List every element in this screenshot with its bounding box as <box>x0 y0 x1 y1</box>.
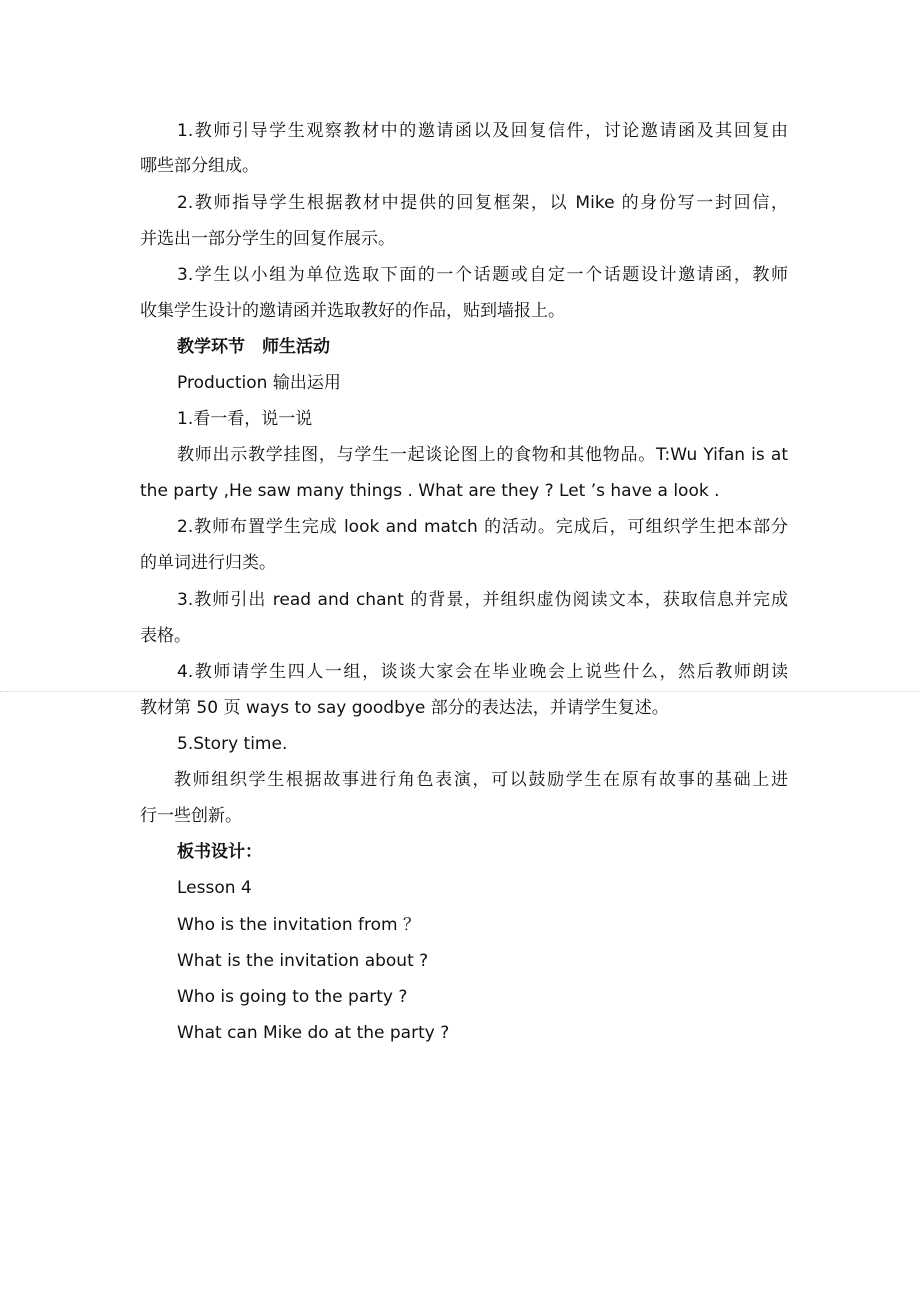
paragraph-5-line-2: 的单词进行归类。 <box>140 553 276 573</box>
paragraph-8-line-1: 教师组织学生根据故事进行角色表演，可以鼓励学生在原有故事的基础上进 <box>174 770 788 790</box>
board-question-3: Who is going to the party ? <box>177 987 408 1007</box>
board-question-2: What is the invitation about ? <box>177 951 429 971</box>
production-label: Production 输出运用 <box>177 373 341 393</box>
item-5-title: 5.Story time. <box>177 734 288 754</box>
paragraph-5-line-1: 2.教师布置学生完成 look and match 的活动。完成后，可组织学生把本部分 <box>177 517 788 537</box>
board-question-1: Who is the invitation from ？ <box>177 915 420 935</box>
item-1-title: 1.看一看，说一说 <box>177 409 313 429</box>
paragraph-7-line-2: 教材第 50 页 ways to say goodbye 部分的表达法，并请学生复述。 <box>140 698 669 718</box>
paragraph-3-line-1: 3.学生以小组为单位选取下面的一个话题或自定一个话题设计邀请函，教师 <box>177 265 788 285</box>
paragraph-4-line-2: the party ,He saw many things . What are they ? Let ’s have a look . <box>140 481 720 501</box>
board-lesson: Lesson 4 <box>177 878 252 898</box>
board-question-4: What can Mike do at the party ? <box>177 1023 450 1043</box>
paragraph-6-line-1: 3.教师引出 read and chant 的背景，并组织虚伪阅读文本，获取信息并完成 <box>177 590 788 610</box>
paragraph-7-line-1: 4.教师请学生四人一组，谈谈大家会在毕业晚会上说些什么，然后教师朗读 <box>177 662 788 682</box>
paragraph-1-line-1: 1.教师引导学生观察教材中的邀请函以及回复信件，讨论邀请函及其回复由 <box>177 121 788 141</box>
page-break-divider <box>0 691 920 692</box>
section-heading: 教学环节 师生活动 <box>177 337 330 357</box>
paragraph-2-line-1: 2.教师指导学生根据教材中提供的回复框架，以 Mike 的身份写一封回信， <box>177 193 788 213</box>
paragraph-4-line-1: 教师出示教学挂图，与学生一起谈论图上的食物和其他物品。T:Wu Yifan is at <box>177 445 788 465</box>
paragraph-2-line-2: 并选出一部分学生的回复作展示。 <box>140 229 395 249</box>
paragraph-6-line-2: 表格。 <box>140 626 191 646</box>
paragraph-3-line-2: 收集学生设计的邀请函并选取教好的作品，贴到墙报上。 <box>140 301 565 321</box>
board-heading: 板书设计： <box>177 842 262 862</box>
paragraph-8-line-2: 行一些创新。 <box>140 806 242 826</box>
paragraph-1-line-2: 哪些部分组成。 <box>140 156 259 176</box>
